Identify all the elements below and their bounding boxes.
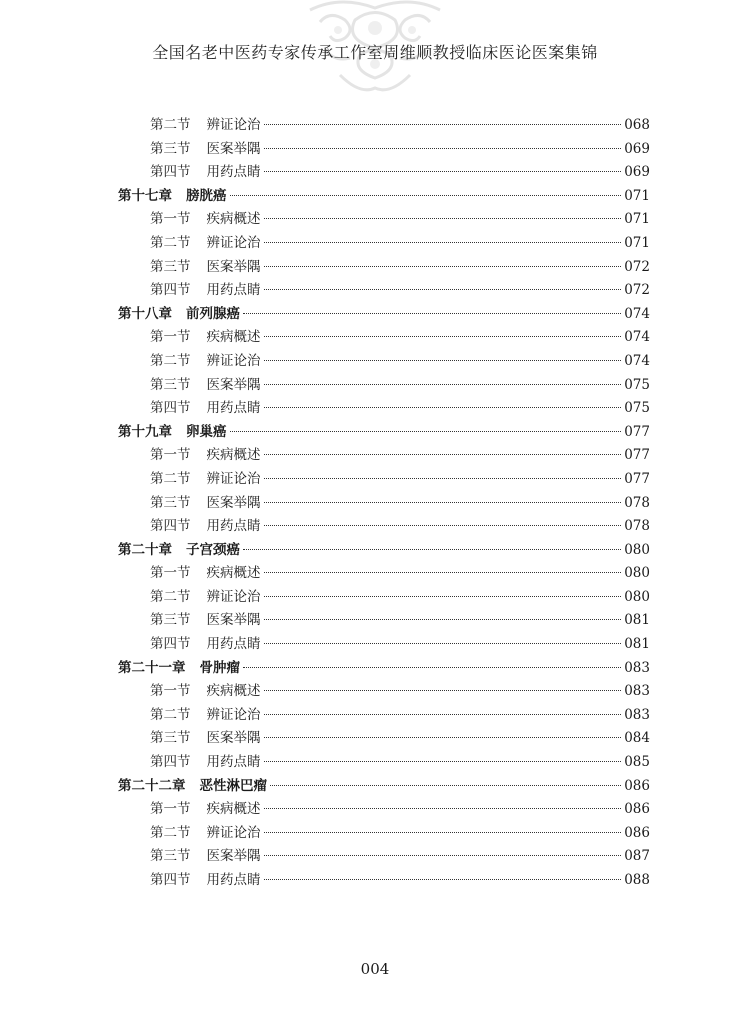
section-title: 医案举隅 — [206, 494, 261, 511]
section-number: 第四节 — [150, 754, 191, 771]
toc-section-row[interactable] — [118, 444, 650, 468]
section-title: 用药点睛 — [206, 518, 261, 535]
toc-page-number: 074 — [624, 352, 650, 369]
section-number: 第二节 — [150, 470, 191, 487]
toc-page-number: 069 — [624, 164, 650, 181]
toc-page-number: 086 — [624, 777, 650, 794]
toc-section-row[interactable] — [118, 492, 650, 516]
section-title: 用药点睛 — [206, 872, 261, 888]
dot-leader — [264, 596, 622, 597]
dot-leader — [264, 478, 622, 479]
section-title: 疾病概述 — [206, 801, 261, 818]
dot-leader — [230, 195, 622, 196]
dot-leader — [264, 336, 622, 337]
section-number: 第三节 — [150, 730, 191, 747]
toc-page-number: 069 — [624, 140, 650, 157]
toc-section-row[interactable] — [118, 727, 650, 751]
toc-chapter-row[interactable] — [118, 185, 650, 209]
section-title: 疾病概述 — [206, 447, 261, 464]
chapter-number: 第十七章 — [118, 187, 172, 204]
dot-leader — [264, 572, 622, 573]
section-title: 医案举隅 — [206, 376, 261, 393]
toc-page-number: 083 — [624, 659, 650, 676]
section-number: 第二节 — [150, 588, 191, 605]
toc-section-row[interactable] — [118, 350, 650, 374]
dot-leader — [264, 714, 622, 715]
header-title: 全国名老中医药专家传承工作室周维顺教授临床医论医案集锦 — [152, 43, 598, 62]
section-title: 疾病概述 — [206, 565, 261, 582]
toc-section-row[interactable] — [118, 798, 650, 822]
toc-page-number: 068 — [624, 117, 650, 133]
section-number: 第四节 — [150, 400, 191, 417]
toc-page-number: 080 — [624, 541, 650, 558]
section-title: 辨证论治 — [206, 824, 261, 841]
chapter-title: 卵巢癌 — [186, 423, 227, 440]
dot-leader — [264, 737, 622, 738]
toc-section-row[interactable] — [118, 562, 650, 586]
dot-leader — [264, 761, 622, 762]
toc-page-number: 072 — [624, 258, 650, 275]
section-number: 第二节 — [150, 234, 191, 251]
section-title: 疾病概述 — [206, 211, 261, 228]
dot-leader — [264, 832, 622, 833]
section-title: 辨证论治 — [206, 706, 261, 723]
dot-leader — [243, 667, 621, 668]
section-number: 第三节 — [150, 376, 191, 393]
section-number: 第三节 — [150, 848, 191, 865]
section-title: 用药点睛 — [206, 754, 261, 771]
toc-page-number: 074 — [624, 305, 650, 322]
dot-leader — [264, 879, 622, 880]
toc-page-number: 086 — [624, 824, 650, 841]
dot-leader — [264, 619, 622, 620]
dot-leader — [270, 785, 621, 786]
dot-leader — [264, 690, 622, 691]
section-number: 第三节 — [150, 140, 191, 157]
section-number: 第一节 — [150, 447, 191, 464]
dot-leader — [264, 242, 622, 243]
toc-section-row[interactable] — [118, 232, 650, 256]
toc-page-number: 081 — [624, 636, 650, 653]
section-title: 医案举隅 — [206, 612, 261, 629]
toc-page-number: 072 — [624, 282, 650, 299]
toc-page-number: 088 — [624, 872, 650, 888]
section-title: 医案举隅 — [206, 258, 261, 275]
chapter-title: 前列腺癌 — [186, 305, 240, 322]
section-number: 第四节 — [150, 282, 191, 299]
section-number: 第四节 — [150, 164, 191, 181]
toc-section-row[interactable] — [118, 751, 650, 775]
toc-page-number: 071 — [624, 234, 650, 251]
section-number: 第一节 — [150, 329, 191, 346]
toc-page-number: 074 — [624, 329, 650, 346]
toc-page-number: 075 — [624, 376, 650, 393]
dot-leader — [264, 384, 622, 385]
toc-section-row[interactable] — [118, 704, 650, 728]
toc-page-number: 083 — [624, 683, 650, 700]
dot-leader — [243, 549, 621, 550]
section-number: 第二节 — [150, 706, 191, 723]
toc-section-row[interactable] — [118, 256, 650, 280]
section-title: 辨证论治 — [206, 117, 261, 133]
toc-section-row[interactable] — [118, 208, 650, 232]
chapter-number: 第二十二章 — [118, 777, 186, 794]
toc-section-row[interactable] — [118, 397, 650, 421]
section-title: 医案举隅 — [206, 730, 261, 747]
toc-section-row[interactable] — [118, 822, 650, 846]
dot-leader — [243, 313, 621, 314]
toc-section-row[interactable] — [118, 161, 650, 185]
section-number: 第二节 — [150, 824, 191, 841]
toc-page-number: 080 — [624, 588, 650, 605]
chapter-title: 骨肿瘤 — [199, 659, 240, 676]
section-number: 第一节 — [150, 801, 191, 818]
dot-leader — [264, 643, 622, 644]
section-number: 第四节 — [150, 872, 191, 888]
chapter-title: 膀胱癌 — [186, 187, 227, 204]
dot-leader — [264, 124, 622, 125]
chapter-number: 第二十一章 — [118, 659, 186, 676]
section-title: 疾病概述 — [206, 329, 261, 346]
chapter-title: 子宫颈癌 — [186, 541, 240, 558]
toc-section-row[interactable] — [118, 138, 650, 162]
dot-leader — [264, 855, 622, 856]
dot-leader — [264, 502, 622, 503]
dot-leader — [264, 266, 622, 267]
toc-section-row[interactable] — [118, 468, 650, 492]
toc-page-number: 084 — [624, 730, 650, 747]
section-title: 疾病概述 — [206, 683, 261, 700]
toc-page-number: 071 — [624, 211, 650, 228]
toc-page-number: 078 — [624, 494, 650, 511]
toc-section-row[interactable] — [118, 515, 650, 539]
toc-section-row[interactable] — [118, 680, 650, 704]
toc-page-number: 080 — [624, 565, 650, 582]
section-title: 医案举隅 — [206, 848, 261, 865]
toc-section-row[interactable] — [118, 326, 650, 350]
page-number: 004 — [360, 960, 390, 978]
dot-leader — [230, 431, 622, 432]
toc-chapter-row[interactable] — [118, 303, 650, 327]
dot-leader — [264, 218, 622, 219]
toc-page-number: 077 — [624, 470, 650, 487]
section-title: 辨证论治 — [206, 352, 261, 369]
section-number: 第一节 — [150, 683, 191, 700]
section-title: 用药点睛 — [206, 164, 261, 181]
chapter-title: 恶性淋巴瘤 — [199, 777, 267, 794]
dot-leader — [264, 148, 622, 149]
toc-section-row[interactable] — [118, 869, 650, 893]
toc-page-number: 086 — [624, 801, 650, 818]
toc-section-row[interactable] — [118, 633, 650, 657]
section-title: 用药点睛 — [206, 282, 261, 299]
section-number: 第四节 — [150, 636, 191, 653]
section-title: 辨证论治 — [206, 588, 261, 605]
toc-page-number: 077 — [624, 423, 650, 440]
toc-section-row[interactable] — [118, 374, 650, 398]
toc-section-row[interactable] — [118, 586, 650, 610]
section-number: 第三节 — [150, 612, 191, 629]
section-number: 第一节 — [150, 211, 191, 228]
section-title: 辨证论治 — [206, 470, 261, 487]
toc-section-row[interactable] — [118, 279, 650, 303]
toc-page-number: 071 — [624, 187, 650, 204]
section-number: 第三节 — [150, 258, 191, 275]
toc-page-number: 083 — [624, 706, 650, 723]
toc-chapter-row[interactable] — [118, 657, 650, 681]
section-title: 医案举隅 — [206, 140, 261, 157]
table-of-contents — [118, 114, 650, 893]
toc-page-number: 087 — [624, 848, 650, 865]
toc-chapter-row[interactable] — [118, 539, 650, 563]
chapter-number: 第十九章 — [118, 423, 172, 440]
toc-chapter-row[interactable] — [118, 421, 650, 445]
dot-leader — [264, 407, 622, 408]
toc-page-number: 077 — [624, 447, 650, 464]
section-title: 用药点睛 — [206, 400, 261, 417]
toc-page-number: 075 — [624, 400, 650, 417]
section-number: 第二节 — [150, 352, 191, 369]
dot-leader — [264, 454, 622, 455]
section-number: 第二节 — [150, 117, 191, 133]
section-number: 第三节 — [150, 494, 191, 511]
toc-chapter-row[interactable] — [118, 775, 650, 799]
dot-leader — [264, 808, 622, 809]
toc-section-row[interactable] — [118, 114, 650, 138]
section-number: 第一节 — [150, 565, 191, 582]
section-title: 用药点睛 — [206, 636, 261, 653]
chapter-number: 第二十章 — [118, 541, 172, 558]
toc-section-row[interactable] — [118, 845, 650, 869]
dot-leader — [264, 360, 622, 361]
dot-leader — [264, 525, 622, 526]
section-number: 第四节 — [150, 518, 191, 535]
chapter-number: 第十八章 — [118, 305, 172, 322]
toc-page-number: 085 — [624, 754, 650, 771]
toc-page-number: 081 — [624, 612, 650, 629]
toc-section-row[interactable] — [118, 609, 650, 633]
section-title: 辨证论治 — [206, 234, 261, 251]
dot-leader — [264, 171, 622, 172]
toc-page-number: 078 — [624, 518, 650, 535]
dot-leader — [264, 289, 622, 290]
